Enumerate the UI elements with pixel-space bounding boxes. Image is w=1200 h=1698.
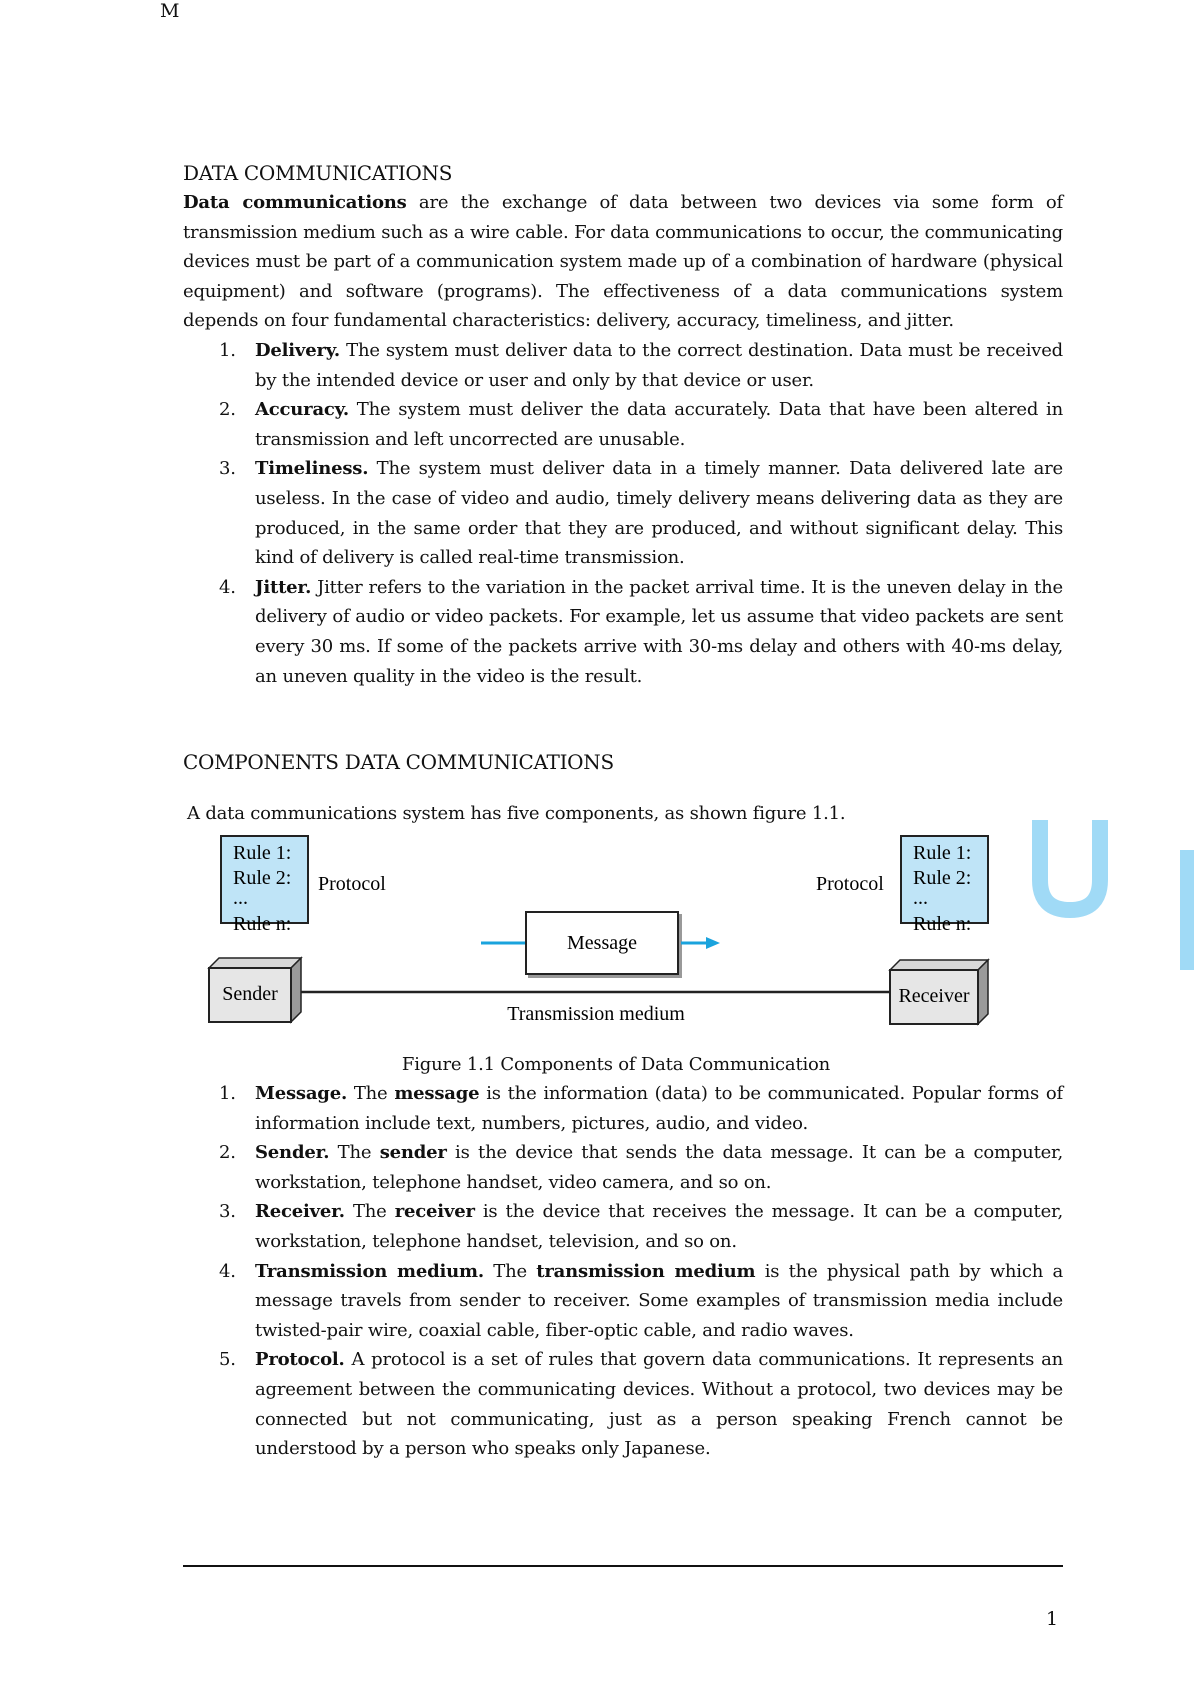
message-arrow-head-icon — [706, 937, 720, 949]
left-rule-2: Rule 2: — [233, 867, 292, 890]
list-term: Delivery. — [255, 339, 340, 361]
right-protocol-label: Protocol — [816, 873, 884, 896]
list-term: Protocol. — [255, 1349, 345, 1371]
list-term-inline: receiver — [394, 1201, 475, 1223]
list-number: 4. — [219, 576, 236, 598]
list-text: The — [344, 1201, 395, 1223]
receiver-box-top — [890, 960, 988, 970]
figure-caption: Figure 1.1 Components of Data Communication — [401, 1054, 831, 1076]
page-number: 1 — [1046, 1608, 1059, 1630]
list-term: Timeliness. — [255, 458, 369, 480]
sender-box-top — [209, 958, 301, 968]
list-number: 1. — [219, 339, 236, 361]
list-text: The system must deliver data to the correct destination. Data must be received by the intended device or user and only by that device or user. — [255, 339, 1063, 391]
list-item — [183, 1079, 1063, 1138]
list-term: Message. — [255, 1083, 348, 1105]
intro-lead-term: Data communications — [183, 192, 407, 213]
list-term-inline: transmission medium — [536, 1260, 756, 1282]
list-item — [183, 1138, 1063, 1197]
transmission-medium-label: Transmission medium — [507, 1003, 685, 1026]
list-text: The system must deliver data in a timely manner. Data delivered late are useless. In the case of video and audio, timely delivery means delivering data as they are produced, in the same order that they are produced, and without significant delay. This kind of delivery is called real-time transmission. — [255, 458, 1063, 569]
list-term: Sender. — [255, 1142, 330, 1164]
list-text: The — [329, 1142, 380, 1164]
list-item — [183, 454, 1063, 572]
left-rule-ellipsis: ... — [233, 887, 248, 910]
list-text: The — [347, 1083, 395, 1105]
left-rule-1: Rule 1: — [233, 842, 292, 865]
components-figure — [183, 832, 1063, 1044]
list-term-inline: message — [394, 1083, 480, 1105]
list-text: is the physical path by which a message travels from sender to receiver. Some examples of transmission media include twisted-pair wire, coaxial cable, fiber-optic cable, and radio waves. — [255, 1260, 1063, 1341]
receiver-label: Receiver — [898, 985, 970, 1008]
footer-rule — [183, 1565, 1063, 1567]
right-rule-n: Rule n: — [913, 913, 972, 936]
list-text: A protocol is a set of rules that govern data communications. It represents an agreement between the communicating devices. Without a protocol, two devices may be connected but not communicating, just as a person speaking French cannot be understood by a person who speaks only Japanese. — [255, 1349, 1063, 1460]
list-item — [183, 395, 1063, 454]
section-title-data-communications: DATA COMMUNICATIONS — [183, 161, 453, 185]
list-number: 1. — [219, 1083, 236, 1105]
list-term: Accuracy. — [255, 399, 349, 421]
list-item — [183, 1197, 1063, 1256]
list-number: 3. — [219, 1201, 236, 1223]
components-intro: A data communications system has five components, as shown figure 1.1. — [187, 803, 846, 825]
right-rule-ellipsis: ... — [913, 887, 928, 910]
list-number: 3. — [219, 458, 236, 480]
list-text: is the device that sends the data message. It can be a computer, workstation, telephone handset, video camera, and so on. — [255, 1142, 1063, 1193]
components-diagram — [183, 832, 1063, 1044]
list-text: The — [483, 1260, 537, 1282]
list-term: Receiver. — [255, 1201, 345, 1223]
left-rule-n: Rule n: — [233, 913, 292, 936]
characteristics-list — [183, 336, 1063, 691]
right-rule-2: Rule 2: — [913, 867, 972, 890]
intro-paragraph — [183, 188, 1063, 336]
list-term-inline: sender — [379, 1142, 447, 1164]
list-text: Jitter refers to the variation in the packet arrival time. It is the uneven delay in the delivery of audio or video packets. For example, let us assume that video packets are sent every 30 ms. If some of the packets arrive with 30-ms delay and others with 40-ms delay, an uneven quality in the video is the result. — [255, 576, 1063, 687]
list-number: 2. — [219, 1142, 236, 1164]
list-item — [183, 1345, 1063, 1463]
sender-box-side — [291, 958, 301, 1022]
list-term: Jitter. — [255, 576, 312, 598]
list-number: 4. — [219, 1260, 236, 1282]
list-number: 5. — [219, 1349, 236, 1371]
document-page — [183, 158, 1063, 1464]
list-number: 2. — [219, 399, 236, 421]
list-item — [183, 1257, 1063, 1346]
list-text: is the information (data) to be communicated. Popular forms of information include text, numbers, pictures, audio, and video. — [255, 1083, 1063, 1134]
components-list — [183, 1079, 1063, 1464]
left-protocol-label: Protocol — [318, 873, 386, 896]
list-item — [183, 573, 1063, 691]
list-text: The system must deliver the data accurately. Data that have been altered in transmission and left uncorrected are unusable. — [255, 399, 1063, 450]
receiver-box-side — [978, 960, 988, 1024]
list-item — [183, 336, 1063, 395]
intro-text: are the exchange of data between two devices via some form of transmission medium such as a wire cable. For data communications to occur, the communicating devices must be part of a communication system made up of a combination of hardware (physical equipment) and software (programs). The effectiveness of a data communications system depends on four fundamental characteristics: delivery, accuracy, timeliness, and jitter. — [183, 192, 1063, 332]
message-label: Message — [567, 932, 637, 955]
section-title-components: COMPONENTS DATA COMMUNICATIONS — [183, 750, 614, 775]
list-text: is the device that receives the message. It can be a computer, workstation, telephone handset, television, and so on. — [255, 1201, 1063, 1253]
list-term: Transmission medium. — [255, 1260, 484, 1282]
watermark-logo — [1000, 800, 1200, 980]
sender-label: Sender — [222, 983, 278, 1006]
right-rule-1: Rule 1: — [913, 842, 972, 865]
header-mark: M — [160, 0, 180, 22]
